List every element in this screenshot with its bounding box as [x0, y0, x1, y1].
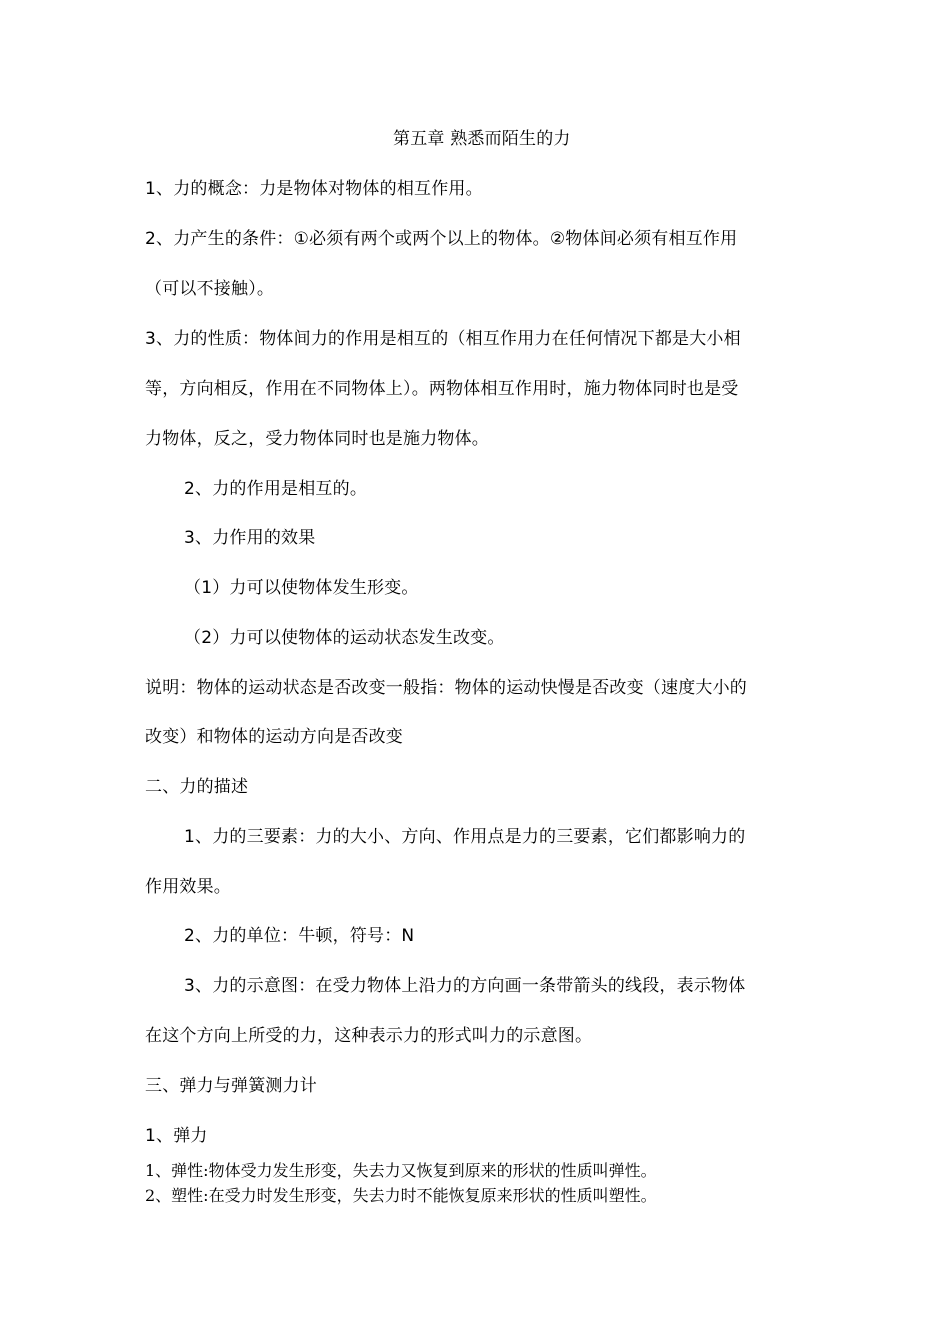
paragraph-line: 3、力的性质：物体间力的作用是相互的（相互作用力在任何情况下都是大小相	[145, 329, 741, 349]
paragraph-line: 等，方向相反，作用在不同物体上）。两物体相互作用时，施力物体同时也是受	[145, 379, 739, 399]
definition-line: 1、弹性:物体受力发生形变，失去力又恢复到原来的形状的性质叫弹性。	[145, 1161, 657, 1180]
paragraph-line: 1、力的概念：力是物体对物体的相互作用。	[145, 179, 483, 199]
paragraph-line: （2）力可以使物体的运动状态发生改变。	[184, 628, 505, 648]
paragraph-line: 改变）和物体的运动方向是否改变	[145, 727, 403, 747]
paragraph-line: （可以不接触）。	[145, 279, 275, 299]
paragraph-line: 1、力的三要素：力的大小、方向、作用点是力的三要素，它们都影响力的	[184, 827, 746, 847]
paragraph-line: 作用效果。	[145, 877, 231, 897]
paragraph-line: 说明：物体的运动状态是否改变一般指：物体的运动快慢是否改变（速度大小的	[145, 678, 747, 698]
paragraph-line: 在这个方向上所受的力，这种表示力的形式叫力的示意图。	[145, 1026, 593, 1046]
paragraph-line: 2、力产生的条件：①必须有两个或两个以上的物体。②物体间必须有相互作用	[145, 229, 738, 249]
paragraph-line: （1）力可以使物体发生形变。	[184, 578, 419, 598]
paragraph-line: 3、力的示意图：在受力物体上沿力的方向画一条带箭头的线段，表示物体	[184, 976, 746, 996]
definition-line: 2、塑性:在受力时发生形变，失去力时不能恢复原来形状的性质叫塑性。	[145, 1186, 657, 1205]
section-heading: 三、弹力与弹簧测力计	[145, 1076, 317, 1096]
paragraph-line: 2、力的单位：牛顿，符号：N	[184, 926, 415, 946]
paragraph-line: 2、力的作用是相互的。	[184, 479, 368, 499]
paragraph-line: 3、力作用的效果	[184, 528, 316, 548]
paragraph-line: 力物体，反之，受力物体同时也是施力物体。	[145, 429, 489, 449]
chapter-title: 第五章 熟悉而陌生的力	[393, 129, 571, 149]
section-heading: 二、力的描述	[145, 777, 249, 797]
subsection-heading: 1、弹力	[145, 1126, 208, 1146]
